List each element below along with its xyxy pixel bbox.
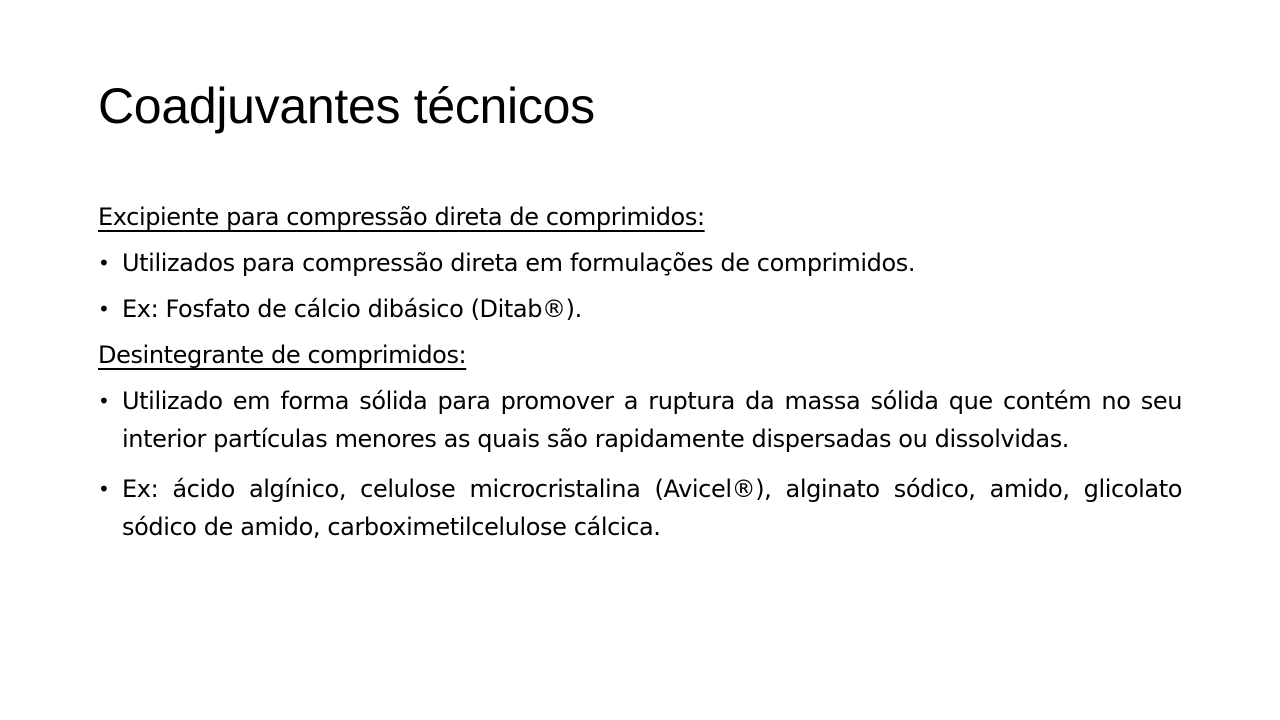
bullet-text: Ex: Fosfato de cálcio dibásico (Ditab®). bbox=[122, 295, 582, 323]
bullet-icon: • bbox=[98, 251, 110, 275]
bullet-text: Utilizados para compressão direta em formulações de comprimidos. bbox=[122, 249, 916, 277]
slide-body bbox=[98, 194, 1182, 558]
section-heading-excipiente: Excipiente para compressão direta de comprimidos: bbox=[98, 203, 705, 231]
bullet-item bbox=[98, 240, 1182, 286]
bullet-item bbox=[98, 470, 1182, 546]
bullet-item bbox=[98, 286, 1182, 332]
section-heading-desintegrante: Desintegrante de comprimidos: bbox=[98, 341, 467, 369]
bullet-item bbox=[98, 382, 1182, 458]
slide-title: Coadjuvantes técnicos bbox=[98, 78, 595, 134]
bullet-icon: • bbox=[98, 477, 110, 501]
bullet-text: Utilizado em forma sólida para promover a ruptura da massa sólida que contém no seu interior partículas menores as quais são rapidamente dispersadas ou dissolvidas. bbox=[122, 387, 1182, 453]
bullet-text: Ex: ácido algínico, celulose microcristalina (Avicel®), alginato sódico, amido, glicolato sódico de amido, carboximetilcelulose cálcica. bbox=[122, 475, 1182, 541]
bullet-icon: • bbox=[98, 389, 110, 413]
bullet-icon: • bbox=[98, 297, 110, 321]
